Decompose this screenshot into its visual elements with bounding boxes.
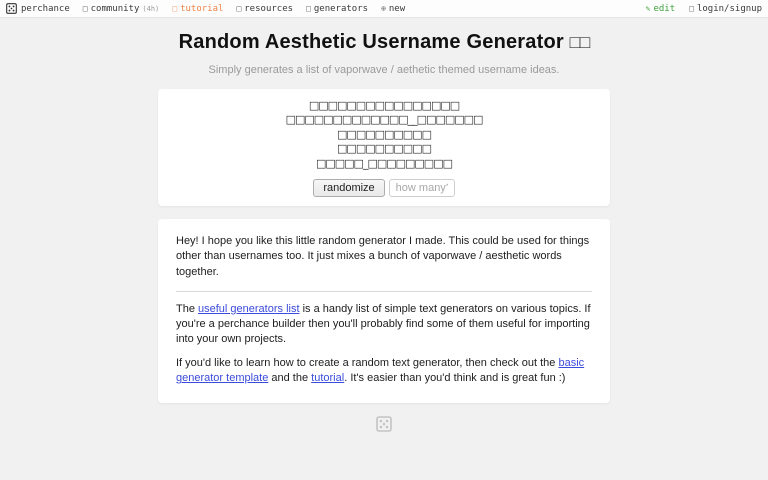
nav-item-community[interactable] (83, 4, 159, 14)
para3-text: and the (268, 372, 312, 385)
para3-text: . It's easier than you'd think and is great fun :) (344, 372, 566, 385)
page-title (0, 31, 768, 54)
about-paragraph-1: Hey! I hope you like this little random generator I made. This could be used for things other than usernames too. It just mixes a bunch of vaporwave / aesthetic words together. (176, 235, 590, 278)
divider (176, 291, 592, 292)
nav-item-new[interactable] (381, 4, 405, 14)
pencil-icon: ✎ (645, 3, 651, 13)
generator-controls (174, 179, 594, 197)
login-signup-button[interactable] (689, 4, 762, 14)
para2-text: is a handy list of simple text generators on various topics. If you're a perchance builder then you'll probably find some of them useful for importing into your own projects. (176, 302, 591, 346)
lock-icon: □ (689, 3, 694, 13)
community-icon: □ (82, 3, 88, 13)
nav-community-label: community (90, 3, 140, 14)
generators-icon: □ (306, 3, 311, 13)
top-navbar (0, 0, 768, 18)
nav-tutorial-label: tutorial (180, 3, 224, 14)
basic-generator-template-link[interactable]: basic generator template (176, 357, 585, 385)
useful-generators-list-link[interactable]: useful generators list (198, 302, 300, 315)
about-panel (158, 219, 610, 402)
resources-icon: □ (236, 3, 242, 13)
nav-item-tutorial[interactable] (172, 4, 223, 14)
login-signup-label: login/signup (696, 3, 762, 14)
page-title-text: Random Aesthetic Username Generator (178, 31, 564, 53)
nav-resources-label: resources (244, 3, 294, 14)
username-list (174, 99, 594, 171)
generator-output-panel (158, 89, 610, 206)
nav-item-generators[interactable] (306, 4, 368, 14)
edit-label: edit (653, 3, 676, 14)
footer (0, 416, 768, 437)
title-emoji-glyphs: □□ (569, 32, 590, 52)
username-result: □□□□□□□□□□ (337, 127, 431, 141)
para2-text: The (176, 302, 199, 315)
nav-new-label: new (388, 3, 406, 14)
username-result: □□□□□_□□□□□□□□□ (315, 156, 452, 170)
username-result: □□□□□□□□□□□□□□□□ (308, 99, 460, 112)
perchance-dice-logo-icon (6, 3, 21, 14)
nav-generators-label: generators (313, 3, 369, 14)
tutorial-icon: □ (172, 3, 178, 13)
about-paragraph-2 (176, 302, 592, 348)
brand-label: perchance (21, 3, 70, 14)
new-plus-icon: ⊕ (381, 3, 386, 13)
perchance-home-link[interactable] (6, 3, 70, 14)
page-subtitle: Simply generates a list of vaporwave / aethetic themed username ideas. (208, 64, 560, 76)
how-many-input[interactable] (389, 179, 455, 197)
tutorial-link[interactable]: tutorial (311, 372, 345, 385)
username-result: □□□□□□□□□□ (337, 142, 431, 156)
para3-text: If you'd like to learn how to create a random text generator, then check out the (176, 357, 559, 370)
about-paragraph-3 (176, 356, 592, 386)
username-result: □□□□□□□□□□□□□__□□□□□□□ (285, 113, 483, 127)
perchance-dice-logo-faded-icon (376, 419, 392, 436)
nav-item-resources[interactable] (236, 4, 293, 14)
randomize-button[interactable]: randomize (313, 179, 384, 197)
edit-button[interactable] (646, 4, 676, 14)
community-recency-badge: (4h) (142, 4, 160, 13)
